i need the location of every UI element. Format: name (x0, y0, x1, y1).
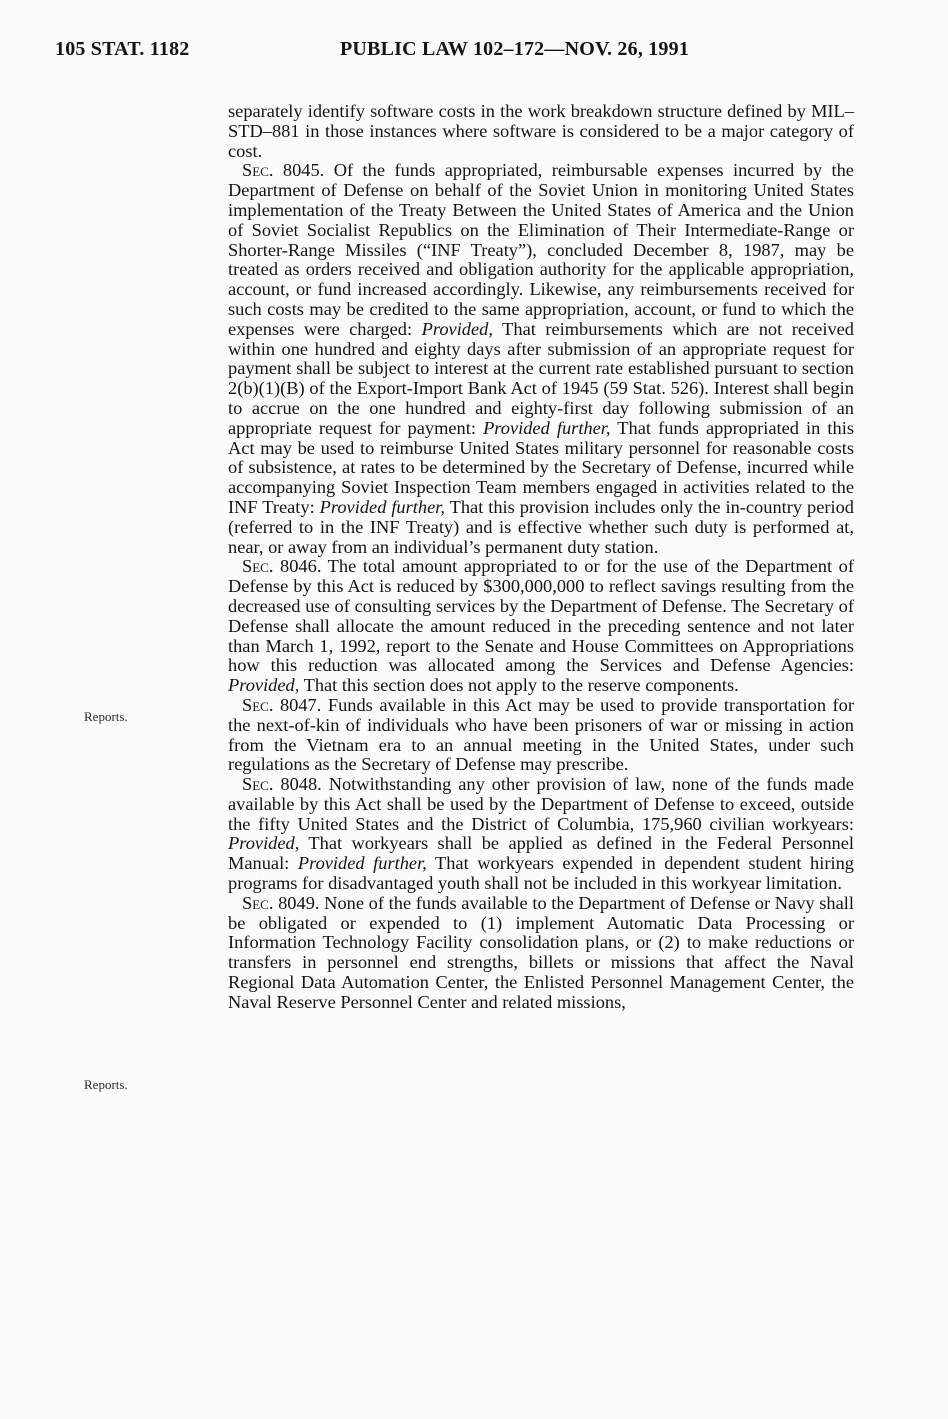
proviso: Provided further, (483, 417, 611, 438)
section-8045 (228, 161, 854, 557)
section-8047 (228, 696, 854, 775)
section-number: 8049. (278, 892, 320, 913)
proviso: Provided further, (319, 496, 445, 517)
proviso: Provided, (421, 318, 493, 339)
section-text: That this section does not apply to the reserve components. (303, 675, 739, 696)
section-label: Sec. (242, 160, 274, 181)
paragraph-continuation: separately identify software costs in the work breakdown structure defined by MIL–STD–881 in those instances where software is considered to be a major category of cost. (228, 101, 854, 161)
page-number: 105 STAT. 1182 (55, 38, 190, 60)
section-8046 (228, 557, 854, 696)
margin-note-reports: Reports. (84, 1077, 128, 1092)
section-text: That workyears shall be applied as defined in the Federal Personnel Manual: (228, 833, 854, 874)
section-text: That this provision includes only the in-country period (referred to in the INF Treaty) and is effective whether such duty is performed at, near, or away from an individual’s permanent duty station. (228, 496, 854, 557)
proviso: Provided, (228, 833, 300, 854)
section-text: That funds appropriated in this Act may be used to reimburse United States military personnel for reasonable costs of subsistence, at rates to be determined by the Secretary of Defense, incurred while accompanying Soviet Inspection Team members engaged in activities related to the INF Treaty: (228, 417, 854, 517)
section-number: 8047. (279, 694, 322, 715)
section-text: None of the funds available to the Department of Defense or Navy shall be obligated or expended to (1) implement Automatic Data Processing or Information Technology Facility consolidation plans, or (2) to make reductions or transfers in personnel end strengths, billets or missions that affect the Naval Regional Data Automation Center, the Enlisted Personnel Management Center, the Naval Reserve Personnel Center and related missions, (228, 892, 854, 1012)
section-number: 8046. (280, 556, 322, 577)
section-number: 8048. (280, 774, 322, 795)
section-text: That workyears expended in dependent student hiring programs for disadvantaged youth shall not be included in this workyear limitation. (228, 853, 854, 894)
section-text: Notwithstanding any other provision of law, none of the funds made available by this Act shall be used by the Department of Defense to exceed, outside the fifty United States and the District of Columbia, 175,960 civilian workyears: (228, 774, 854, 834)
body-text (228, 102, 854, 1013)
section-8049 (228, 894, 854, 1013)
section-text: Of the funds appropriated, reimbursable expenses incurred by the Department of Defense on behalf of the Soviet Union in monitoring United States implementation of the Treaty Between the United States of America and the Union of Soviet Socialist Republics on the Elimination of Their Intermediate-Range or Shorter-Range Missiles (“INF Treaty”), concluded December 8, 1987, may be treated as orders received and obligation authority for the applicable appropriation, account, or fund increased accordingly. Likewise, any reimbursements received for such costs may be credited to the same appropriation, account, or fund to which the expenses were charged: (228, 160, 854, 339)
section-8048 (228, 775, 854, 894)
proviso: Provided further, (297, 853, 427, 874)
margin-note-reports: Reports. (84, 709, 128, 724)
section-text: Funds available in this Act may be used to provide transportation for the next-of-kin of individuals who have been prisoners of war or missing in action from the Vietnam era to an annual meeting in the United States, under such regulations as the Secretary of Defense may prescribe. (228, 694, 854, 775)
proviso: Provided, (228, 675, 300, 696)
section-text: That reimbursements which are not received within one hundred and eighty days after submission of an appropriate request for payment shall be subject to interest at the current rate established pursuant to section 2(b)(1)(B) of the Export-Import Bank Act of 1945 (59 Stat. 526). Interest shall begin to accrue on the one hundred and eighty-first day following submission of an appropriate request for payment: (228, 318, 855, 438)
section-label: Sec. (242, 694, 274, 715)
section-label: Sec. (242, 892, 274, 913)
section-text: The total amount appropriated to or for the use of the Department of Defense by this Act is reduced by $300,000,000 to reflect savings resulting from the decreased use of consulting services by the Department of Defense. The Secretary of Defense shall allocate the amount reduced in the preceding sentence and not later than March 1, 1992, report to the Senate and House Committees on Appropriations how this reduction was allocated among the Services and Defense Agencies: (228, 556, 854, 676)
law-title: PUBLIC LAW 102–172—NOV. 26, 1991 (340, 38, 690, 60)
section-number: 8045. (282, 160, 325, 181)
section-label: Sec. (242, 774, 274, 795)
section-label: Sec. (242, 556, 274, 577)
